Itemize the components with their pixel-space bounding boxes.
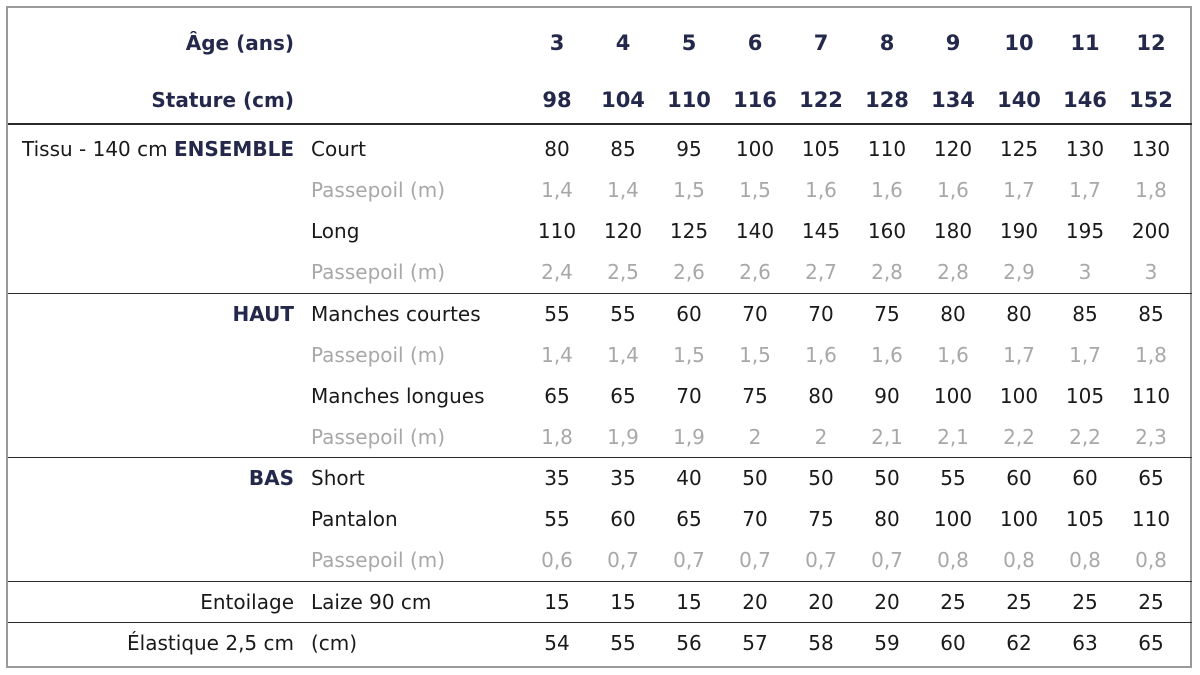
table-row xyxy=(0,210,1200,251)
table-cell: 2,6 xyxy=(739,259,771,284)
table-row xyxy=(0,416,1200,457)
table-cell: 65 xyxy=(610,383,636,408)
header-divider xyxy=(8,123,1192,125)
table-cell: 1,6 xyxy=(805,177,837,202)
table-cell: 2,9 xyxy=(1003,259,1035,284)
table-cell: 1,6 xyxy=(871,342,903,367)
age-header-label: Âge (ans) xyxy=(185,30,294,55)
table-cell: 1,4 xyxy=(607,177,639,202)
table-cell: 2,1 xyxy=(871,424,903,449)
row-label: Laize 90 cm xyxy=(311,589,432,614)
table-cell: 75 xyxy=(742,383,768,408)
age-value: 10 xyxy=(1004,30,1034,55)
stature-header-label: Stature (cm) xyxy=(151,87,294,112)
age-value: 9 xyxy=(945,30,961,55)
table-cell: 190 xyxy=(999,218,1039,243)
age-value: 4 xyxy=(615,30,631,55)
table-row xyxy=(0,334,1200,375)
table-cell: 75 xyxy=(874,301,900,326)
table-cell: 0,7 xyxy=(607,547,639,572)
table-cell: 70 xyxy=(742,506,768,531)
age-header-row xyxy=(0,22,1200,63)
table-cell: 60 xyxy=(610,506,636,531)
table-cell: 1,8 xyxy=(541,424,573,449)
table-cell: 80 xyxy=(544,136,570,161)
table-cell: 145 xyxy=(801,218,841,243)
section-label-text: Tissu - 140 cm xyxy=(21,136,174,161)
table-cell: 100 xyxy=(735,136,775,161)
table-cell: 20 xyxy=(808,589,834,614)
table-cell: 55 xyxy=(544,506,570,531)
table-cell: 2,8 xyxy=(871,259,903,284)
table-cell: 2 xyxy=(814,424,828,449)
section-label-strong: HAUT xyxy=(232,301,294,326)
table-cell: 1,6 xyxy=(871,177,903,202)
row-label: Passepoil (m) xyxy=(311,424,446,449)
table-cell: 65 xyxy=(1138,465,1164,490)
table-cell: 1,6 xyxy=(937,342,969,367)
table-cell: 1,4 xyxy=(541,177,573,202)
table-cell: 20 xyxy=(742,589,768,614)
table-row xyxy=(0,128,1200,169)
table-cell: 90 xyxy=(874,383,900,408)
table-cell: 2,8 xyxy=(937,259,969,284)
stature-value: 146 xyxy=(1063,87,1107,112)
table-cell: 60 xyxy=(940,630,966,655)
table-cell: 25 xyxy=(940,589,966,614)
stature-value: 98 xyxy=(542,87,572,112)
table-row xyxy=(0,457,1200,498)
row-label: Passepoil (m) xyxy=(311,547,446,572)
table-cell: 35 xyxy=(610,465,636,490)
table-cell: 65 xyxy=(544,383,570,408)
table-cell: 0,6 xyxy=(541,547,573,572)
table-cell: 105 xyxy=(1065,383,1105,408)
table-cell: 85 xyxy=(1072,301,1098,326)
table-cell: 60 xyxy=(676,301,702,326)
table-cell: 55 xyxy=(610,630,636,655)
section-label xyxy=(0,622,294,663)
table-cell: 80 xyxy=(1006,301,1032,326)
row-label: Passepoil (m) xyxy=(311,177,446,202)
table-cell: 1,7 xyxy=(1069,342,1101,367)
table-cell: 15 xyxy=(610,589,636,614)
table-cell: 58 xyxy=(808,630,834,655)
section-label-text: Élastique 2,5 cm xyxy=(127,630,294,655)
table-cell: 0,7 xyxy=(871,547,903,572)
table-cell: 15 xyxy=(676,589,702,614)
section-label-strong: ENSEMBLE xyxy=(173,136,294,161)
table-cell: 50 xyxy=(742,465,768,490)
table-row xyxy=(0,169,1200,210)
table-cell: 70 xyxy=(676,383,702,408)
table-cell: 180 xyxy=(933,218,973,243)
section-label-text: Entoilage xyxy=(200,589,294,614)
table-cell: 60 xyxy=(1072,465,1098,490)
table-cell: 70 xyxy=(742,301,768,326)
table-cell: 70 xyxy=(808,301,834,326)
table-row xyxy=(0,375,1200,416)
table-cell: 2,5 xyxy=(607,259,639,284)
age-value: 12 xyxy=(1136,30,1166,55)
table-cell: 140 xyxy=(735,218,775,243)
age-value: 5 xyxy=(681,30,697,55)
table-cell: 0,7 xyxy=(673,547,705,572)
table-cell: 1,6 xyxy=(805,342,837,367)
table-cell: 1,4 xyxy=(541,342,573,367)
section-label-strong: BAS xyxy=(248,465,294,490)
table-cell: 1,7 xyxy=(1003,177,1035,202)
table-cell: 80 xyxy=(940,301,966,326)
table-cell: 100 xyxy=(999,506,1039,531)
age-value: 11 xyxy=(1070,30,1100,55)
table-cell: 57 xyxy=(742,630,768,655)
age-value: 6 xyxy=(747,30,763,55)
row-label: Passepoil (m) xyxy=(311,342,446,367)
table-cell: 0,8 xyxy=(1003,547,1035,572)
section-label xyxy=(0,581,294,622)
table-cell: 110 xyxy=(867,136,907,161)
table-cell: 110 xyxy=(1131,383,1171,408)
table-cell: 2,6 xyxy=(673,259,705,284)
table-cell: 1,9 xyxy=(673,424,705,449)
table-cell: 2,7 xyxy=(805,259,837,284)
table-cell: 2,2 xyxy=(1003,424,1035,449)
table-cell: 1,6 xyxy=(937,177,969,202)
table-cell: 0,7 xyxy=(739,547,771,572)
table-row xyxy=(0,498,1200,539)
table-cell: 3 xyxy=(1144,259,1158,284)
age-value: 8 xyxy=(879,30,895,55)
stature-value: 128 xyxy=(865,87,909,112)
table-cell: 15 xyxy=(544,589,570,614)
table-cell: 2,4 xyxy=(541,259,573,284)
table-row xyxy=(0,622,1200,663)
table-row xyxy=(0,581,1200,622)
row-label: (cm) xyxy=(311,630,358,655)
table-cell: 0,8 xyxy=(1069,547,1101,572)
table-cell: 2,1 xyxy=(937,424,969,449)
table-cell: 120 xyxy=(933,136,973,161)
table-cell: 160 xyxy=(867,218,907,243)
table-cell: 125 xyxy=(669,218,709,243)
age-value: 3 xyxy=(549,30,565,55)
table-cell: 55 xyxy=(610,301,636,326)
table-cell: 120 xyxy=(603,218,643,243)
table-cell: 105 xyxy=(801,136,841,161)
table-cell: 20 xyxy=(874,589,900,614)
table-cell: 1,5 xyxy=(739,342,771,367)
table-cell: 85 xyxy=(610,136,636,161)
table-cell: 63 xyxy=(1072,630,1098,655)
table-cell: 75 xyxy=(808,506,834,531)
table-cell: 80 xyxy=(874,506,900,531)
table-cell: 0,8 xyxy=(1135,547,1167,572)
age-value: 7 xyxy=(813,30,829,55)
table-cell: 55 xyxy=(544,301,570,326)
table-cell: 85 xyxy=(1138,301,1164,326)
row-label: Court xyxy=(311,136,366,161)
table-cell: 1,8 xyxy=(1135,177,1167,202)
stature-value: 140 xyxy=(997,87,1041,112)
table-row xyxy=(0,251,1200,292)
table-cell: 1,5 xyxy=(673,177,705,202)
table-cell: 35 xyxy=(544,465,570,490)
table-cell: 2,2 xyxy=(1069,424,1101,449)
table-cell: 130 xyxy=(1131,136,1171,161)
table-cell: 1,5 xyxy=(673,342,705,367)
stature-header-row xyxy=(0,79,1200,120)
table-cell: 110 xyxy=(537,218,577,243)
row-label: Pantalon xyxy=(311,506,398,531)
stature-value: 104 xyxy=(601,87,645,112)
table-cell: 50 xyxy=(808,465,834,490)
table-cell: 100 xyxy=(933,383,973,408)
table-cell: 105 xyxy=(1065,506,1105,531)
table-cell: 200 xyxy=(1131,218,1171,243)
table-cell: 25 xyxy=(1072,589,1098,614)
section-label xyxy=(0,457,294,498)
stature-value: 122 xyxy=(799,87,843,112)
row-label: Manches courtes xyxy=(311,301,481,326)
stature-value: 152 xyxy=(1129,87,1173,112)
table-cell: 1,7 xyxy=(1003,342,1035,367)
stature-value: 110 xyxy=(667,87,711,112)
row-label: Short xyxy=(311,465,365,490)
section-label xyxy=(0,128,294,169)
row-label: Long xyxy=(311,218,360,243)
table-cell: 1,5 xyxy=(739,177,771,202)
table-cell: 25 xyxy=(1006,589,1032,614)
table-cell: 54 xyxy=(544,630,570,655)
table-cell: 1,8 xyxy=(1135,342,1167,367)
table-cell: 55 xyxy=(940,465,966,490)
table-cell: 1,9 xyxy=(607,424,639,449)
table-cell: 110 xyxy=(1131,506,1171,531)
table-cell: 59 xyxy=(874,630,900,655)
table-cell: 56 xyxy=(676,630,702,655)
table-cell: 195 xyxy=(1065,218,1105,243)
table-cell: 65 xyxy=(1138,630,1164,655)
table-cell: 3 xyxy=(1078,259,1092,284)
table-cell: 25 xyxy=(1138,589,1164,614)
table-cell: 60 xyxy=(1006,465,1032,490)
table-cell: 1,7 xyxy=(1069,177,1101,202)
row-label: Passepoil (m) xyxy=(311,259,446,284)
table-cell: 50 xyxy=(874,465,900,490)
table-cell: 62 xyxy=(1006,630,1032,655)
table-cell: 1,4 xyxy=(607,342,639,367)
stature-value: 134 xyxy=(931,87,975,112)
section-label xyxy=(0,293,294,334)
table-cell: 2 xyxy=(748,424,762,449)
table-cell: 0,8 xyxy=(937,547,969,572)
table-cell: 2,3 xyxy=(1135,424,1167,449)
row-label: Manches longues xyxy=(311,383,485,408)
table-row xyxy=(0,539,1200,580)
table-cell: 95 xyxy=(676,136,702,161)
table-cell: 125 xyxy=(999,136,1039,161)
stature-value: 116 xyxy=(733,87,777,112)
table-cell: 100 xyxy=(933,506,973,531)
table-cell: 130 xyxy=(1065,136,1105,161)
table-cell: 0,7 xyxy=(805,547,837,572)
table-cell: 40 xyxy=(676,465,702,490)
table-cell: 80 xyxy=(808,383,834,408)
table-cell: 65 xyxy=(676,506,702,531)
table-cell: 100 xyxy=(999,383,1039,408)
table-row xyxy=(0,293,1200,334)
